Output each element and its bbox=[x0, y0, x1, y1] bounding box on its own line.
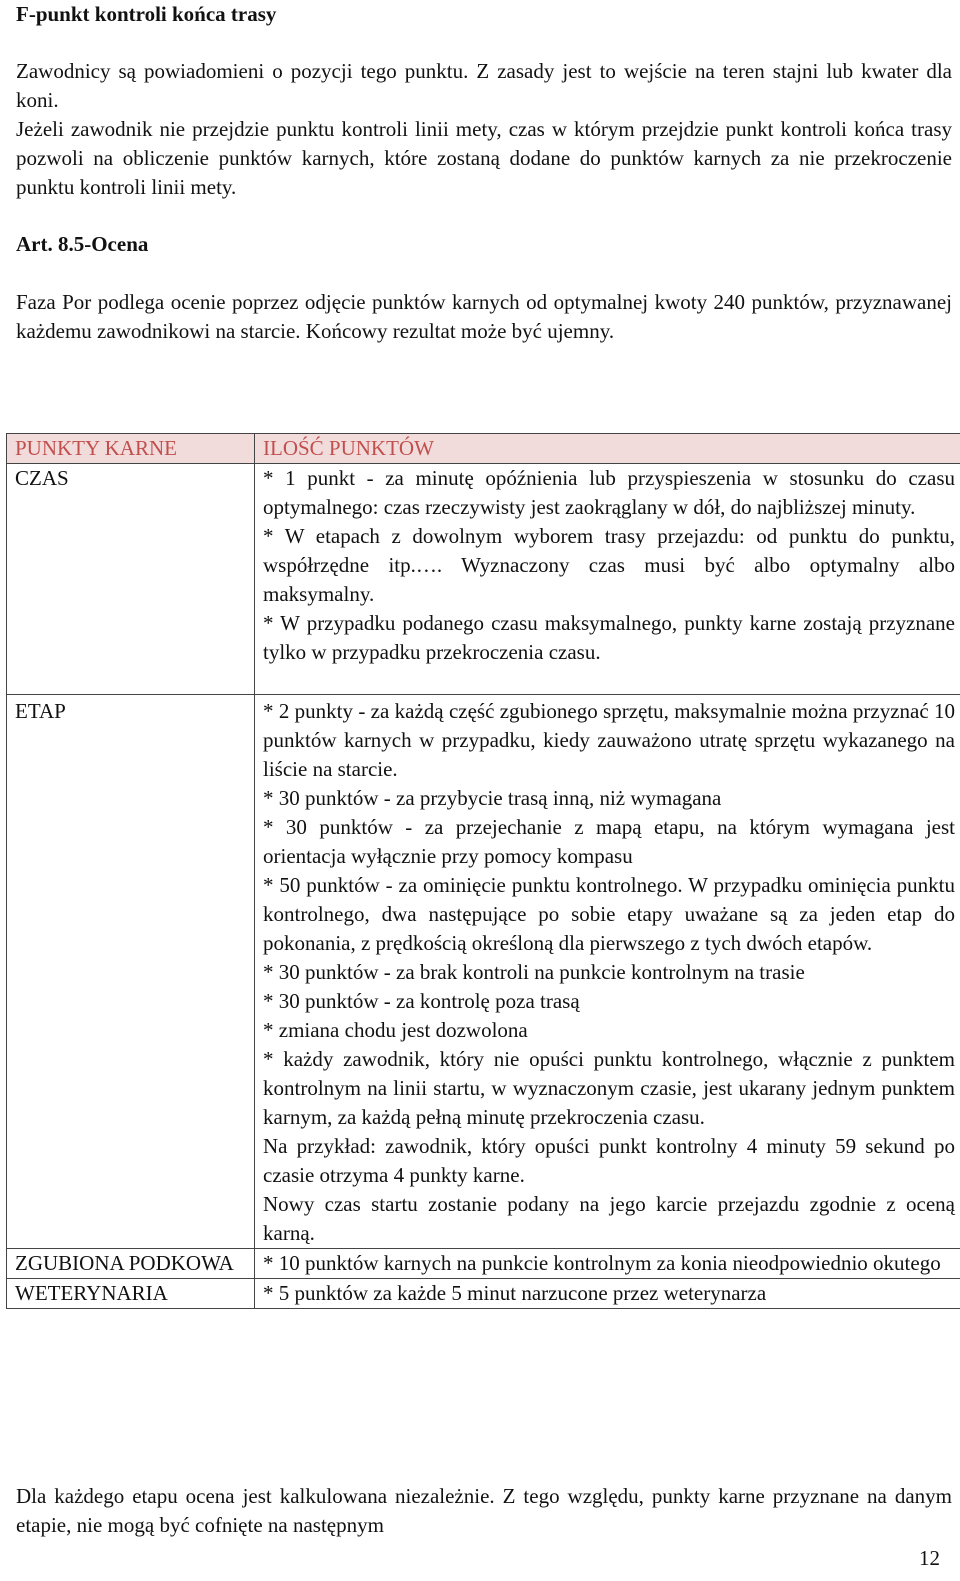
section-f-body bbox=[16, 57, 952, 202]
row-label-etap bbox=[7, 695, 255, 1249]
row-content-czas bbox=[255, 464, 960, 695]
row-content-etap bbox=[255, 695, 960, 1249]
czas-entry: * 1 punkt - za minutę opóźnienia lub przyspieszenia w stosunku do czasu optymalnego: czas rzeczywisty jest zaokrąglany w dół, do najbliższej minuty. bbox=[263, 466, 955, 519]
article-title: Art. 8.5-Ocena bbox=[16, 232, 149, 256]
row-content-podkowa: * 10 punktów karnych na punkcie kontrolnym za konia nieodpowiednio okutego bbox=[255, 1249, 960, 1279]
etap-entry: * 50 punktów - za ominięcie punktu kontrolnego. W przypadku ominięcia punktu kontrolnego, dwa następujące po sobie etapy uważane są za jeden etap do pokonania, z prędkością określoną dla pierwszego z tych dwóch etapów. bbox=[263, 873, 955, 955]
row-label-czas: CZAS bbox=[7, 464, 255, 695]
etap-entry: Na przykład: zawodnik, który opuści punkt kontrolny 4 minuty 59 sekund po czasie otrzyma 4 punkty karne. bbox=[263, 1134, 955, 1187]
header-punkty-karne: PUNKTY KARNE bbox=[7, 434, 255, 464]
etap-entry: * 2 punkty - za każdą część zgubionego sprzętu, maksymalnie można przyznać 10 punktów karnych w przypadku, kiedy zauważono utratę sprzętu wykazanego na liście na starcie. bbox=[263, 699, 955, 781]
section-f-title: F-punkt kontroli końca trasy bbox=[16, 2, 277, 26]
etap-entry: * 30 punktów - za kontrolę poza trasą bbox=[263, 989, 580, 1013]
table-row-podkowa bbox=[7, 1249, 960, 1279]
section-f-paragraph: Zawodnicy są powiadomieni o pozycji tego punktu. Z zasady jest to wejście na teren stajni lub kwater dla koni. bbox=[16, 59, 952, 112]
etap-entry: * zmiana chodu jest dozwolona bbox=[263, 1018, 528, 1042]
row-label-podkowa: ZGUBIONA PODKOWA bbox=[7, 1249, 255, 1279]
table-row-etap bbox=[7, 695, 960, 1249]
table-row-weterynaria bbox=[7, 1279, 960, 1309]
header-ilosc-punktow: ILOŚĆ PUNKTÓW bbox=[255, 434, 960, 464]
etap-entry: * każdy zawodnik, który nie opuści punktu kontrolnego, włącznie z punktem kontrolnym na linii startu, w wyznaczonym czasie, jest ukarany jednym punktem karnym, za każdą pełną minutę przekroczenia czasu. bbox=[263, 1047, 955, 1129]
table-header-row bbox=[7, 434, 960, 464]
section-f-paragraph: Jeżeli zawodnik nie przejdzie punktu kontroli linii mety, czas w którym przejdzie punkt kontroli końca trasy pozwoli na obliczenie punktów karnych, które zostaną dodane do punktów karnych za nie przekroczenie punktu kontroli linii mety. bbox=[16, 117, 952, 199]
etap-entry: * 30 punktów - za brak kontroli na punkcie kontrolnym na trasie bbox=[263, 960, 805, 984]
page-number: 12 bbox=[919, 1546, 940, 1570]
row-content-weterynaria: * 5 punktów za każde 5 minut narzucone przez weterynarza bbox=[255, 1279, 960, 1309]
etap-entry: Nowy czas startu zostanie podany na jego karcie przejazdu zgodnie z oceną karną. bbox=[263, 1192, 955, 1245]
etap-label: ETAP bbox=[15, 699, 66, 723]
etap-entry: * 30 punktów - za przejechanie z mapą etapu, na którym wymagana jest orientacja wyłącznie przy pomocy kompasu bbox=[263, 815, 955, 868]
etap-entry: * 30 punktów - za przybycie trasą inną, niż wymagana bbox=[263, 786, 722, 810]
row-label-weterynaria: WETERYNARIA bbox=[7, 1279, 255, 1309]
footer-text: Dla każdego etapu ocena jest kalkulowana niezależnie. Z tego względu, punkty karne przyznane na danym etapie, nie mogą być cofnięte na następnym bbox=[16, 1484, 952, 1537]
czas-entry: * W etapach z dowolnym wyborem trasy przejazdu: od punktu do punktu, współrzędne itp.…. Wyznaczony czas musi być albo optymalny albo maksymalny. bbox=[263, 524, 955, 606]
penalty-table bbox=[6, 433, 960, 1309]
table-row-czas bbox=[7, 464, 960, 695]
czas-entry: * W przypadku podanego czasu maksymalnego, punkty karne zostają przyznane tylko w przypadku przekroczenia czasu. bbox=[263, 611, 955, 664]
article-text: Faza Por podlega ocenie poprzez odjęcie punktów karnych od optymalnej kwoty 240 punktów, przyznawanej każdemu zawodnikowi na starcie. Końcowy rezultat może być ujemny. bbox=[16, 290, 952, 343]
